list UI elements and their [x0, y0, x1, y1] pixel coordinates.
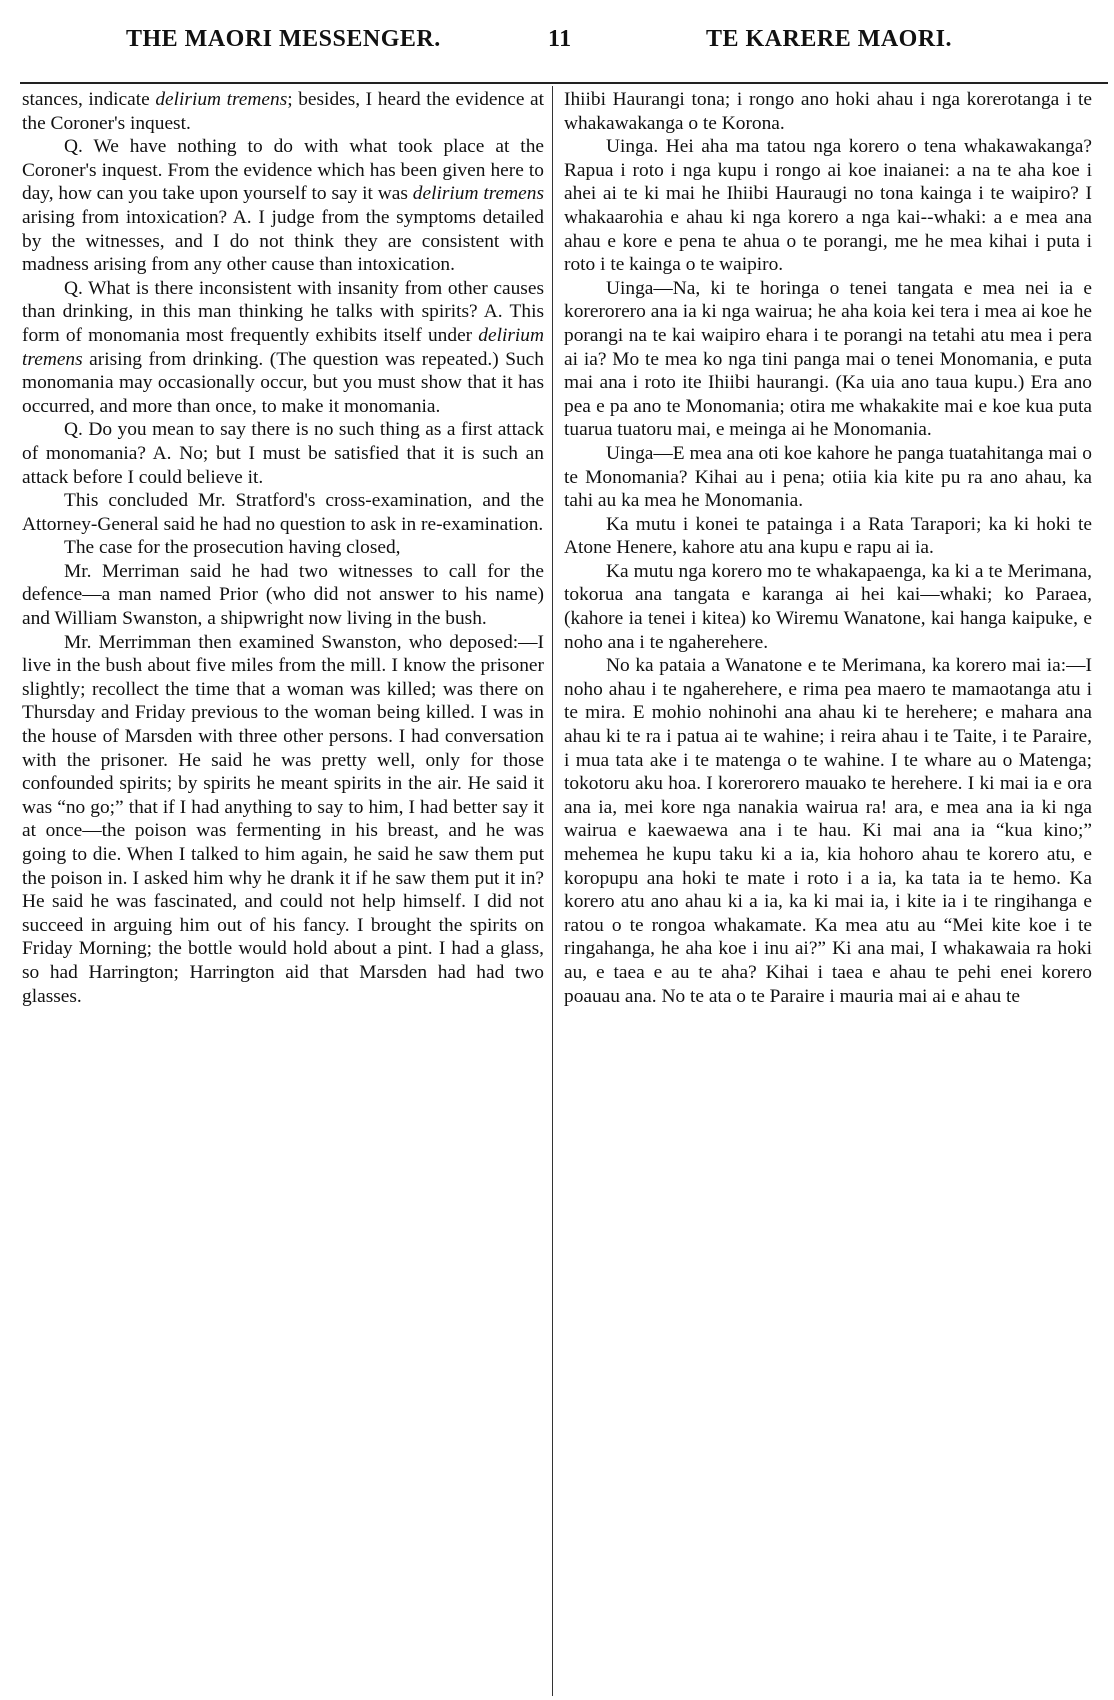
maori-column	[564, 88, 1092, 1008]
paragraph: Q. Do you mean to say there is no such thing as a first attack of monomania? A. No; but I must be satisfied that it is such an attack before I could believe it.	[22, 419, 544, 488]
paragraph: Ka mutu nga korero mo te whakapaenga, ka ki a te Merimana, tokorua ana tangata e karanga ai hei kai—whaki; ko Paraea, (kahore ia tenei i kitea) ko Wiremu Wanatone, kai hanga kaipuke, e noho ana i te ngaherehere.	[564, 560, 1092, 653]
paragraph: Mr. Merrimman then examined Swanston, who deposed:—I live in the bush about five miles from the mill. I know the prisoner slightly; recollect the time that a woman was killed; was there on Thursday and Friday previous to the woman being killed. I was in the house of Marsden with three other persons. I had conversation with the prisoner. He said he was pretty well, only for those confounded spirits; by spirits he meant spirits in the air. He said it was “no go;” that if I had anything to say to him, I had better say it at once—the poison was fermenting in his breast, and he was going to die. When I talked to him again, he said he saw them put the poison in. I asked him why he drank it if he saw them put it in? He said he was fascinated, and could not help himself. I did not succeed in arguing him out of his fancy. I brought the spirits on Friday Morning; the bottle would hold about a pint. I had a glass, so had Harrington; Harrington aid that Marsden had had two glasses.	[22, 631, 544, 1007]
paragraph: stances, indicate delirium tremens; besides, I heard the evidence at the Coroner's inquest.	[22, 89, 544, 134]
italic-term: delirium tremens	[412, 183, 545, 205]
masthead-english: THE MAORI MESSENGER.	[126, 26, 441, 52]
masthead-maori: TE KARERE MAORI.	[706, 26, 953, 52]
column-divider	[552, 86, 553, 1696]
paragraph: No ka pataia a Wanatone e te Merimana, ka korero mai ia:—I noho ahau i te ngaherehere, e rima pea maero te mamaotanga atu i te mira. E mohio nohinohi ana ahau ki te herehere; e mahara ana ahau ki te ra i patua ai te wahine; i reira ahau i te Taite, i te Paraire, i mua tata ake i te matenga o te wahine. I te whare au o Matenga; tokotoru aku hoa. I korerorero mauako te herehere. I ki mai ia e ora ana ia, mei kore nga nanakia wairua ra! ara, e mea ana ia ki nga wairua e kaewaewa ana i te hau. Ki mai ana ia “kua kino;” mehemea he kupu taku ki a ia, kia hohoro ahau te korero atu, e koropupu ana hoki te mate i roto i a ia, ka tata ia te hemo. Ka korero atu ano ahau ki a ia, ka ki mai ia, i kite ia i te ringihanga e ratou o te rongoa whakamate. Ka mea atu au “Mei kite koe i te ringahanga, he aha koe i inu ai?” Ki ana mai, I whakawaia ra hoki au, e taea e au te aha? Kihai i taea e ahau te pehi enei korero poauau ana. No te ata o te Paraire i mauria mai ai e ahau te	[564, 655, 1092, 1007]
paragraph: Ka mutu i konei te patainga i a Rata Tarapori; ka ki hoki te Atone Henere, kahore atu ana kupu e rapu ai ia.	[564, 513, 1092, 559]
paragraph: Q. What is there inconsistent with insanity from other causes than drinking, in this man thinking he talks with spirits? A. This form of monomania most frequently exhibits itself under delirium tremens arising from drinking. (The question was repeated.) Such monomania may occasionally occur, but you must show that it has occurred, and more than once, to make it monomania.	[22, 277, 544, 417]
paragraph: Uinga. Hei aha ma tatou nga korero o tena whakawakanga? Rapua i roto i nga kupu i rongo ai koe inaianei: a na te aha koe i ahei ai te ki mai he Ihiibi Hauraugi no tona kainga i te waipiro? I whakaarohia e ahau ki nga korero a nga kai--whaki: a e mea ana ahau e kore e pena te ahua o te porangi, me he mea kihai i puta i roto i te kainga o te waipiro.	[564, 136, 1092, 276]
header-rule	[20, 82, 1108, 84]
page-header	[0, 18, 1114, 58]
paragraph: Uinga—E mea ana oti koe kahore he panga tuatahitanga mai o te Monomania? Kihai au i pena; otiia kia kite pu ra ano ahau, ka tahi au ka mea he Monomania.	[564, 442, 1092, 512]
page-number: 11	[548, 26, 572, 52]
paragraph: Ihiibi Haurangi tona; i rongo ano hoki ahau i nga korerotanga i te whakawakanga o te Korona.	[564, 89, 1092, 134]
paragraph: The case for the prosecution having closed,	[64, 537, 401, 559]
paragraph: This concluded Mr. Stratford's cross-examination, and the Attorney-General said he had no question to ask in re-examination.	[22, 490, 544, 535]
paragraph: Q. We have nothing to do with what took place at the Coroner's inquest. From the evidence which has been given here to day, how can you take upon yourself to say it was delirium tremens arising from intoxication? A. I judge from the symptoms detailed by the witnesses, and I do not think they are consistent with madness arising from any other cause than intoxication.	[22, 136, 545, 276]
italic-term: delirium tremens	[155, 89, 288, 110]
italic-term: delirium tremens	[22, 324, 544, 370]
paragraph: Mr. Merriman said he had two witnesses to call for the defence—a man named Prior (who did not answer to his name) and William Swanston, a shipwright now living in the bush.	[22, 560, 544, 630]
english-column	[22, 88, 544, 1008]
paragraph: Uinga—Na, ki te horinga o tenei tangata e mea nei ia e korerorero ana ia ki nga wairua; he aha koia kei tera i mea ai koe he porangi na te kai waipiro ehara i te porangi na tetahi atu mea i pera ai ia? Mo te mea ko nga tini panga mai o tenei Monomania, e puta mai ana i roto ite Ihiibi haurangi. (Ka uia ano taua kupu.) Era ano pea e pa ano te Monomania; otira me whakakite mai e koe kua puta tuarua tuatoru mai, e meinga ai he Monomania.	[564, 277, 1092, 441]
